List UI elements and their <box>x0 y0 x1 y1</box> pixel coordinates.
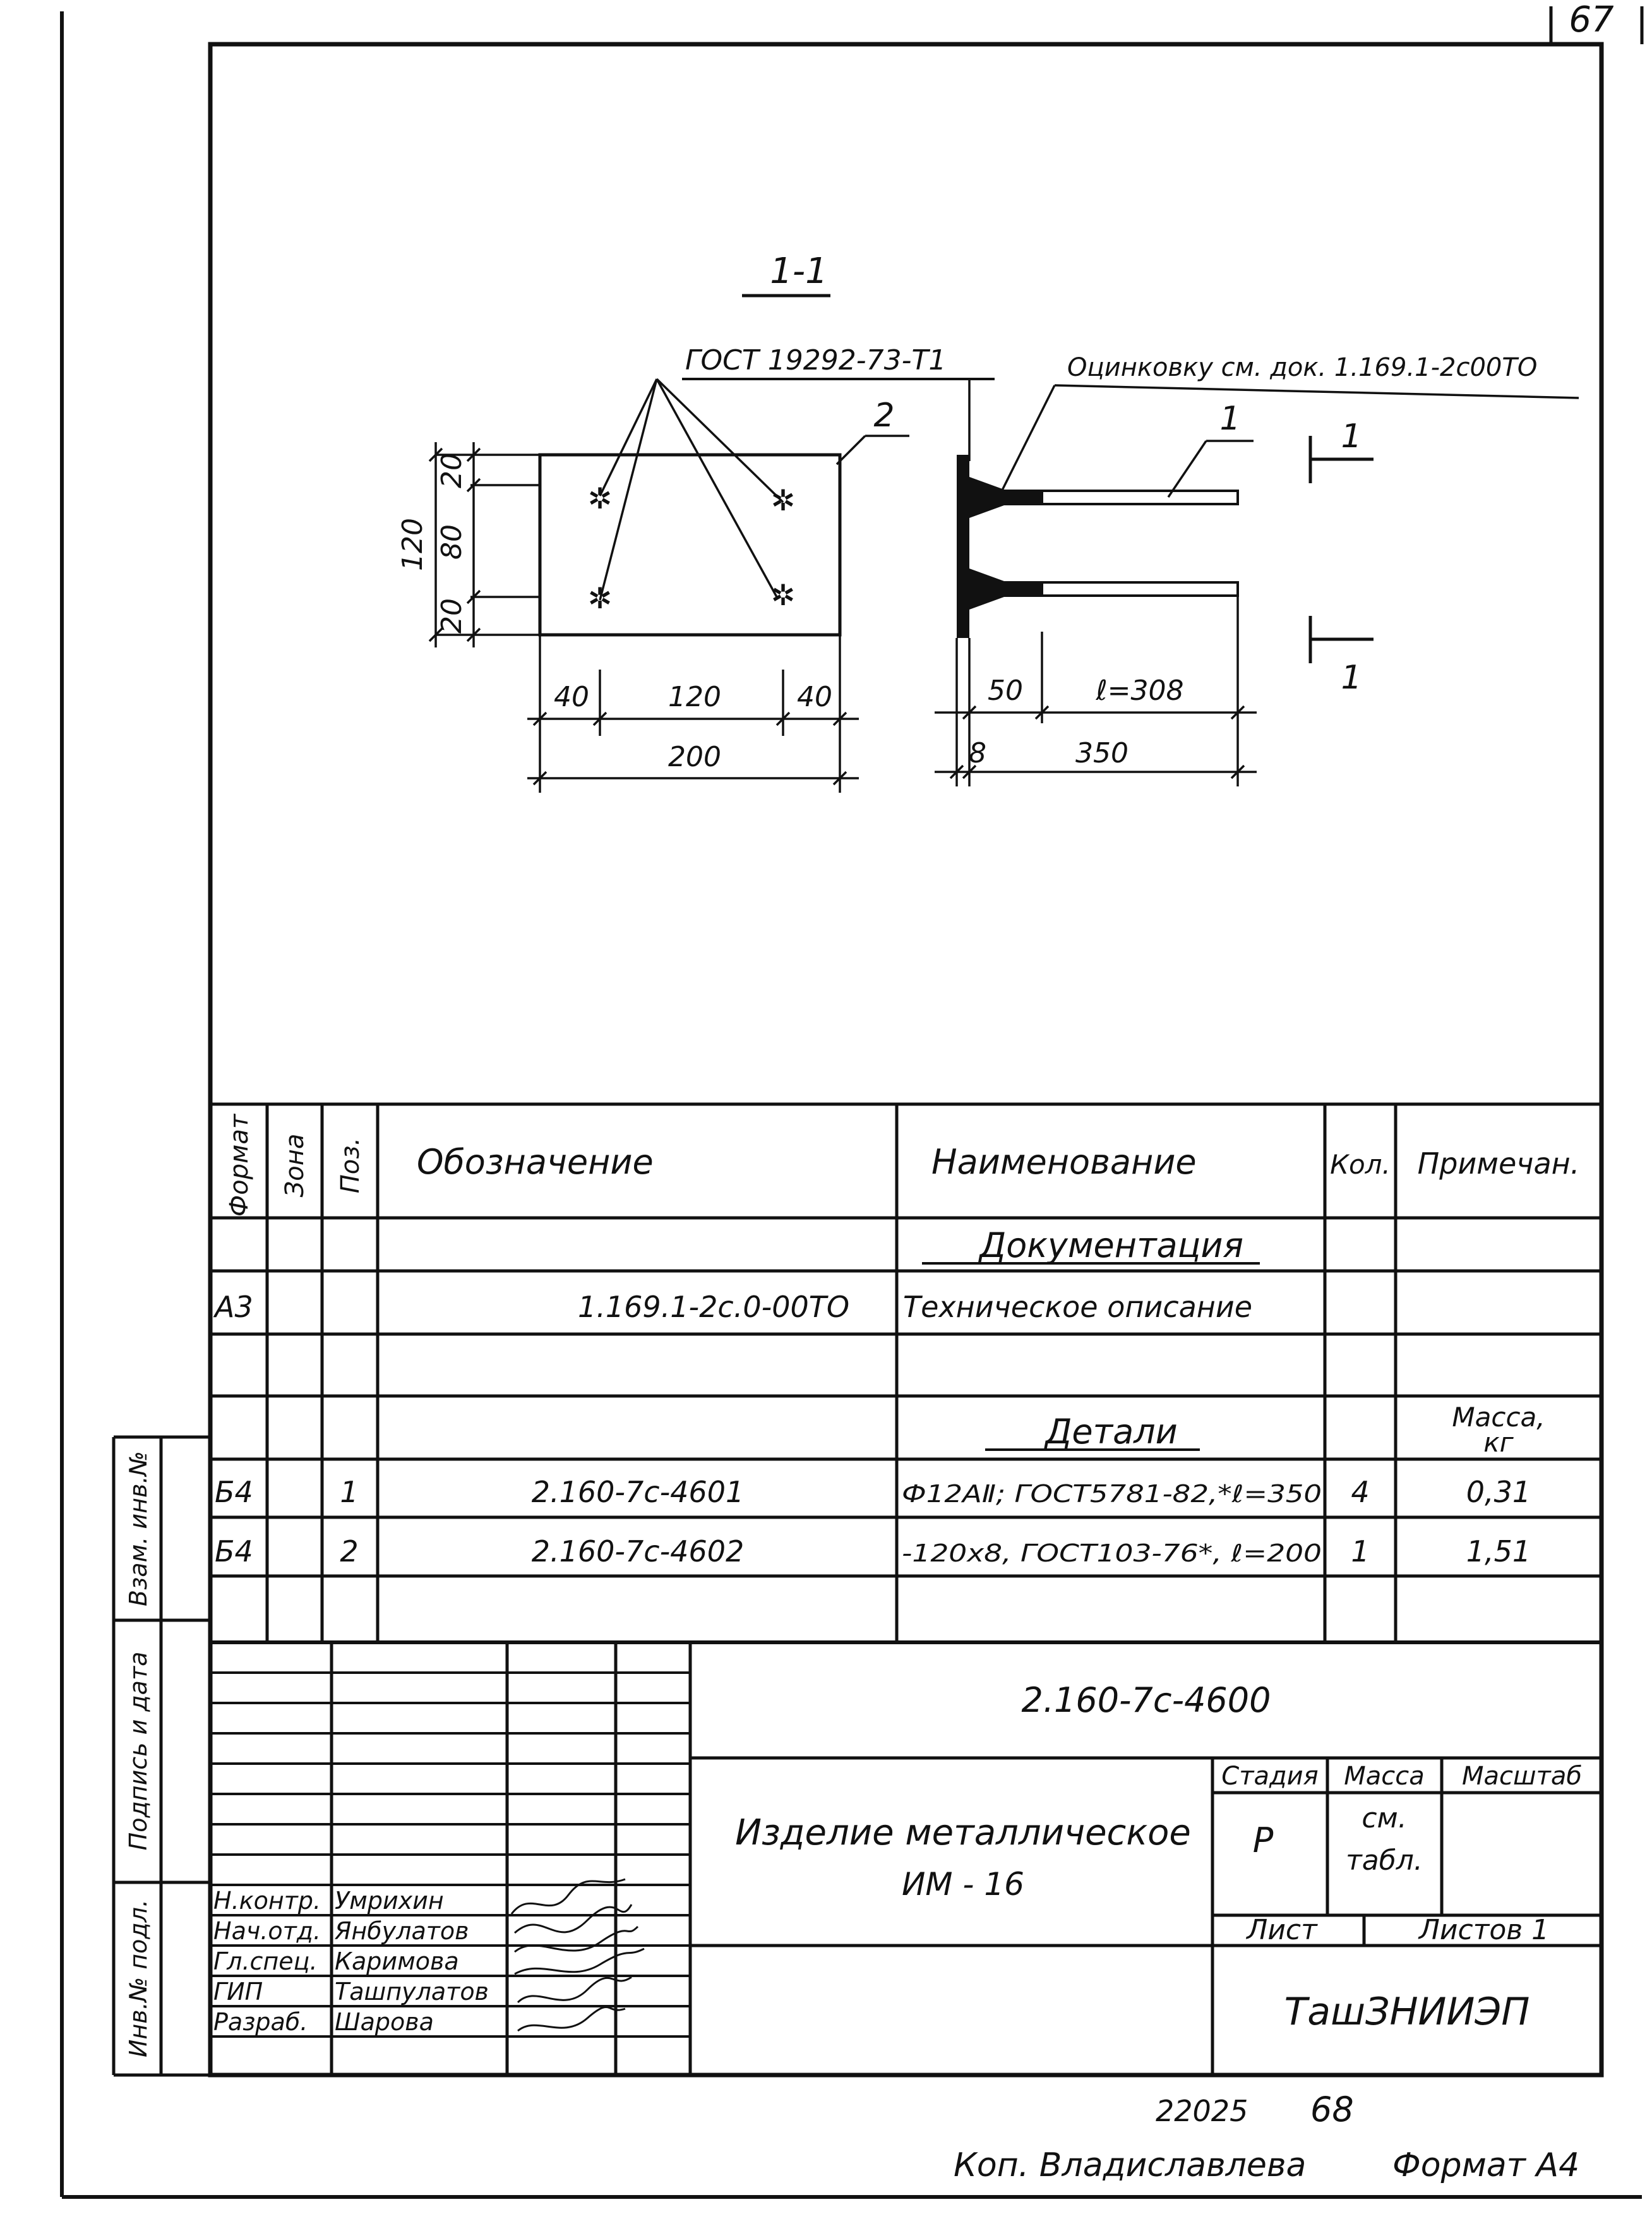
dim-plate-thickness: 8 <box>969 737 986 769</box>
label-sheet: Лист <box>1247 1914 1317 1946</box>
header-format: Формат <box>225 1114 254 1217</box>
name-0: Умрихин <box>335 1887 444 1915</box>
sheet-corner-number: 67 <box>1569 0 1614 40</box>
row-pos-1: 1 <box>340 1475 359 1509</box>
svg-text:✲: ✲ <box>770 483 796 517</box>
dim-height-total: 120 <box>397 518 429 571</box>
mass-value-line1: см. <box>1362 1802 1407 1834</box>
dim-bar-length: ℓ=308 <box>1096 675 1184 707</box>
name-1: Янбулатов <box>335 1917 469 1945</box>
product-title: Изделие металлическое <box>735 1812 1191 1853</box>
row-name-0: Техническое описание <box>903 1290 1253 1324</box>
row-pos-2: 2 <box>340 1534 359 1568</box>
row-name-1: Ф12АⅡ; ГОСТ5781-82,*ℓ=350 <box>902 1480 1322 1508</box>
product-code: ИМ - 16 <box>902 1866 1024 1903</box>
mass-value-line2: табл. <box>1346 1844 1423 1877</box>
header-note: Примечан. <box>1417 1146 1580 1181</box>
name-3: Ташпулатов <box>335 1978 489 2006</box>
stamp-replaces-inv: Взам. инв.№ <box>124 1451 152 1606</box>
row-designation-1: 2.160-7с-4601 <box>531 1475 745 1509</box>
galvanizing-note: Оцинковку см. док. 1.169.1-2с00ТО <box>1067 353 1538 382</box>
row-name-2: -120х8, ГОСТ103-76*, ℓ=200 <box>902 1539 1322 1567</box>
row-qty-1: 4 <box>1351 1475 1370 1509</box>
handwritten-signatures <box>512 1879 644 2031</box>
name-2: Каримова <box>335 1947 459 1975</box>
document-code: 2.160-7с-4600 <box>1021 1680 1271 1720</box>
label-sheets-total: Листов 1 <box>1418 1914 1550 1946</box>
row-format-1: Б4 <box>215 1475 253 1509</box>
section-details: Детали <box>1045 1412 1178 1452</box>
stamp-signature-date: Подпись и дата <box>124 1651 152 1851</box>
copied-by: Коп. Владиславлева <box>954 2146 1307 2184</box>
svg-text:✲: ✲ <box>770 578 796 612</box>
header-zone: Зона <box>280 1133 309 1198</box>
row-mass-1: 0,31 <box>1466 1475 1531 1509</box>
row-format-0: А3 <box>215 1290 253 1324</box>
row-designation-0: 1.169.1-2с.0-00ТО <box>577 1290 850 1324</box>
section-label: 1-1 <box>770 251 828 292</box>
section-documentation: Документация <box>979 1225 1243 1265</box>
section-cut-marks <box>1310 436 1374 663</box>
name-4: Шарова <box>335 2008 434 2036</box>
row-designation-2: 2.160-7с-4602 <box>531 1534 745 1568</box>
label-scale: Масштаб <box>1461 1762 1583 1791</box>
title-block <box>210 1642 1601 2075</box>
organization-name: ТашЗНИИЭП <box>1284 1990 1530 2034</box>
header-qty: Кол. <box>1330 1149 1391 1180</box>
anchor-bars-side-view <box>969 477 1238 610</box>
section-cut-label-bottom: 1 <box>1341 659 1362 697</box>
callout-pos-2: 2 <box>873 397 895 435</box>
dim-edge-bottom: 20 <box>436 598 468 634</box>
section-cut-label-top: 1 <box>1341 418 1362 455</box>
svg-text:✲: ✲ <box>587 581 613 615</box>
dim-width-total: 200 <box>668 741 721 773</box>
header-pos: Поз. <box>336 1137 365 1194</box>
stage-value: Р <box>1252 1820 1274 1860</box>
dim-between-rows: 80 <box>436 524 468 560</box>
archive-number: 22025 <box>1156 2094 1248 2128</box>
label-mass: Масса <box>1344 1762 1425 1791</box>
margin-stamp <box>114 1437 210 2075</box>
section-drawing <box>397 251 1579 793</box>
role-3: ГИП <box>213 1978 263 2006</box>
header-name: Наименование <box>931 1142 1197 1182</box>
mass-header-line2: кг <box>1483 1427 1514 1458</box>
dim-edge-right: 40 <box>797 681 832 713</box>
role-1: Нач.отд. <box>213 1917 321 1945</box>
mass-header-line1: Масса, <box>1452 1402 1545 1433</box>
row-mass-2: 1,51 <box>1466 1534 1531 1568</box>
header-designation: Обозначение <box>417 1142 654 1182</box>
label-stage: Стадия <box>1221 1762 1319 1791</box>
sheet-format: Формат А4 <box>1392 2146 1580 2184</box>
callout-pos-1: 1 <box>1219 400 1241 438</box>
role-0: Н.контр. <box>213 1887 321 1915</box>
svg-text:✲: ✲ <box>587 481 613 515</box>
dim-between-cols: 120 <box>668 681 721 713</box>
stamp-original-inv: Инв.№ подл. <box>124 1899 152 2058</box>
plate-side-view <box>957 455 969 638</box>
anchor-hole-marks <box>588 481 796 615</box>
dim-edge-left: 40 <box>554 681 589 713</box>
row-qty-2: 1 <box>1351 1534 1370 1568</box>
dim-edge-top: 20 <box>436 453 468 488</box>
specification-table <box>210 1104 1601 1642</box>
dim-weld-zone: 50 <box>988 675 1023 707</box>
dim-side-total: 350 <box>1075 737 1128 769</box>
gost-weld-label: ГОСТ 19292-73-Т1 <box>685 344 947 376</box>
row-format-2: Б4 <box>215 1534 253 1568</box>
role-2: Гл.спец. <box>213 1947 318 1975</box>
page-number: 68 <box>1310 2090 1354 2129</box>
role-4: Разраб. <box>213 2008 308 2036</box>
